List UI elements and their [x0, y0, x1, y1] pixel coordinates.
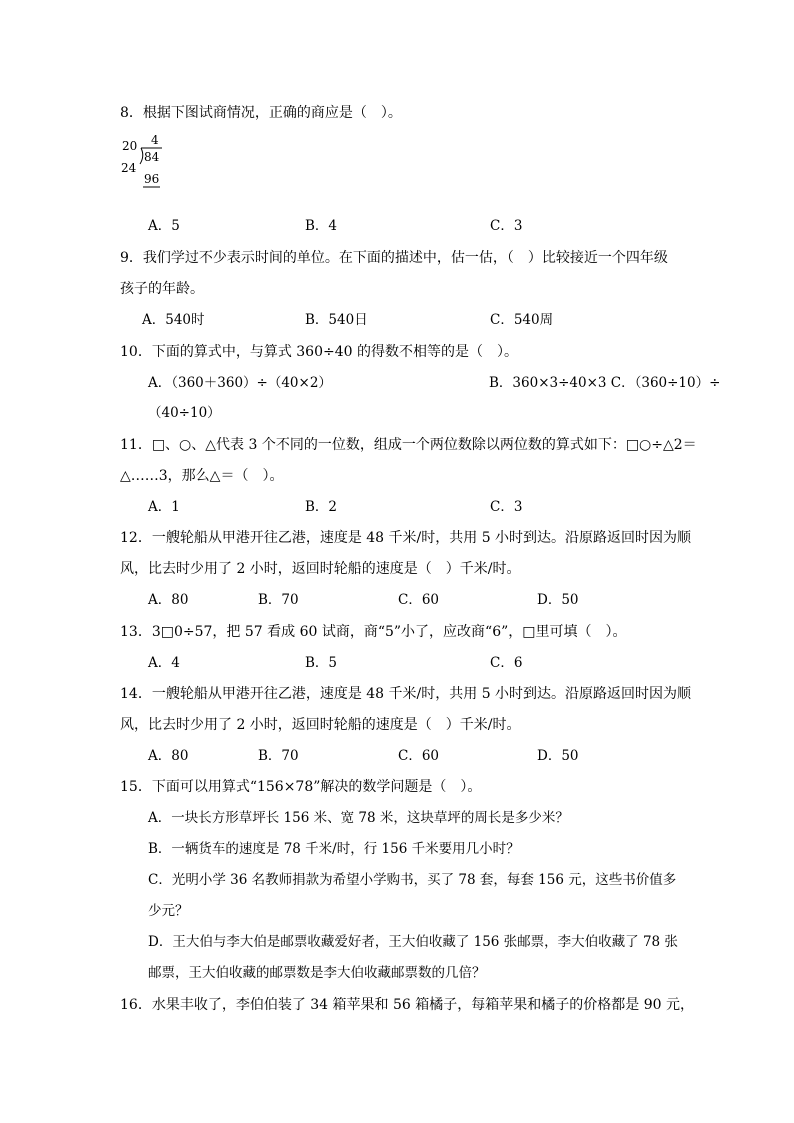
- q10-option-c-continued: （40÷10）: [148, 405, 221, 421]
- trial-divisor-24: 24: [121, 161, 137, 175]
- q12-option-b[interactable]: B．70: [258, 592, 299, 608]
- q15-option-c-line2: 少元？: [148, 903, 189, 919]
- q12-option-c[interactable]: C．60: [398, 592, 440, 608]
- q8-option-c[interactable]: C．3: [490, 218, 523, 234]
- q15-option-d-line1[interactable]: D．王大伯与李大伯是邮票收藏爱好者，王大伯收藏了 156 张邮票，李大伯收藏了 78 张: [148, 934, 678, 950]
- question-12-stem-line2: 风，比去时少用了 2 小时，返回时轮船的速度是（ ）千米/时。: [120, 561, 521, 577]
- question-9-stem-line2: 孩子的年龄。: [120, 281, 204, 297]
- division-bracket-icon: [118, 132, 178, 194]
- q10-option-b-c[interactable]: B．360×3÷40×3 C．（360÷10）÷: [489, 375, 721, 391]
- q13-option-b[interactable]: B．5: [305, 655, 338, 671]
- q8-option-b[interactable]: B．4: [305, 218, 338, 234]
- question-13-stem: 13．3□0÷57，把 57 看成 60 试商，商“5”小了，应改商“6”，□里可填（ ）。: [120, 624, 627, 640]
- q11-option-c[interactable]: C．3: [490, 499, 523, 515]
- q14-option-c[interactable]: C．60: [398, 748, 440, 764]
- q14-option-a[interactable]: A．80: [148, 748, 189, 764]
- question-12-stem-line1: 12．一艘轮船从甲港开往乙港，速度是 48 千米/时，共用 5 小时到达。沿原路返回时因为顺: [120, 530, 692, 546]
- trial-product: 96: [144, 172, 160, 186]
- question-11-stem-line2: △……3，那么△＝（ ）。: [120, 468, 284, 484]
- question-15-stem: 15．下面可以用算式“156×78”解决的数学问题是（ ）。: [120, 779, 482, 795]
- question-8-stem: 8．根据下图试商情况，正确的商应是（ ）。: [120, 105, 402, 121]
- dividend: 84: [144, 150, 160, 164]
- q11-option-a[interactable]: A．1: [148, 499, 180, 515]
- question-11-stem-line1: 11．□、○、△代表 3 个不同的一位数，组成一个两位数除以两位数的算式如下：□○÷△2＝: [120, 437, 697, 453]
- q15-option-a[interactable]: A．一块长方形草坪长 156 米、宽 78 米，这块草坪的周长是多少米？: [148, 810, 569, 826]
- question-14-stem-line2: 风，比去时少用了 2 小时，返回时轮船的速度是（ ）千米/时。: [120, 717, 521, 733]
- question-16-stem-line1: 16．水果丰收了，李伯伯装了 34 箱苹果和 56 箱橘子，每箱苹果和橘子的价格都是 90 元，: [120, 997, 694, 1013]
- q14-option-b[interactable]: B．70: [258, 748, 299, 764]
- q13-option-a[interactable]: A．4: [148, 655, 180, 671]
- q9-option-a[interactable]: A．540时: [142, 312, 205, 328]
- q12-option-d[interactable]: D．50: [537, 592, 579, 608]
- question-14-stem-line1: 14．一艘轮船从甲港开往乙港，速度是 48 千米/时，共用 5 小时到达。沿原路返回时因为顺: [120, 686, 692, 702]
- trial-quotient: 4: [151, 133, 159, 147]
- q8-option-a[interactable]: A．5: [148, 218, 180, 234]
- q13-option-c[interactable]: C．6: [490, 655, 523, 671]
- q15-option-d-line2: 邮票，王大伯收藏的邮票数是李大伯收藏邮票数的几倍？: [148, 965, 486, 981]
- q10-option-a[interactable]: A．（360＋360）÷（40×2）: [148, 375, 332, 391]
- question-9-stem-line1: 9．我们学过不少表示时间的单位。在下面的描述中，估一估，（ ）比较接近一个四年级: [120, 250, 668, 266]
- q15-option-c-line1[interactable]: C．光明小学 36 名教师捐款为希望小学购书，买了 78 套，每套 156 元，这些书价值多: [148, 872, 677, 888]
- q11-option-b[interactable]: B．2: [305, 499, 338, 515]
- q9-option-c[interactable]: C．540周: [490, 312, 554, 328]
- q12-option-a[interactable]: A．80: [148, 592, 189, 608]
- q9-option-b[interactable]: B．540日: [305, 312, 368, 328]
- question-10-stem: 10．下面的算式中，与算式 360÷40 的得数不相等的是（ ）。: [120, 344, 518, 360]
- q14-option-d[interactable]: D．50: [537, 748, 579, 764]
- q15-option-b[interactable]: B．一辆货车的速度是 78 千米/时，行 156 千米要用几小时？: [148, 841, 520, 857]
- trial-divisor-20: 20: [122, 139, 138, 153]
- division-trial-figure: [118, 132, 178, 194]
